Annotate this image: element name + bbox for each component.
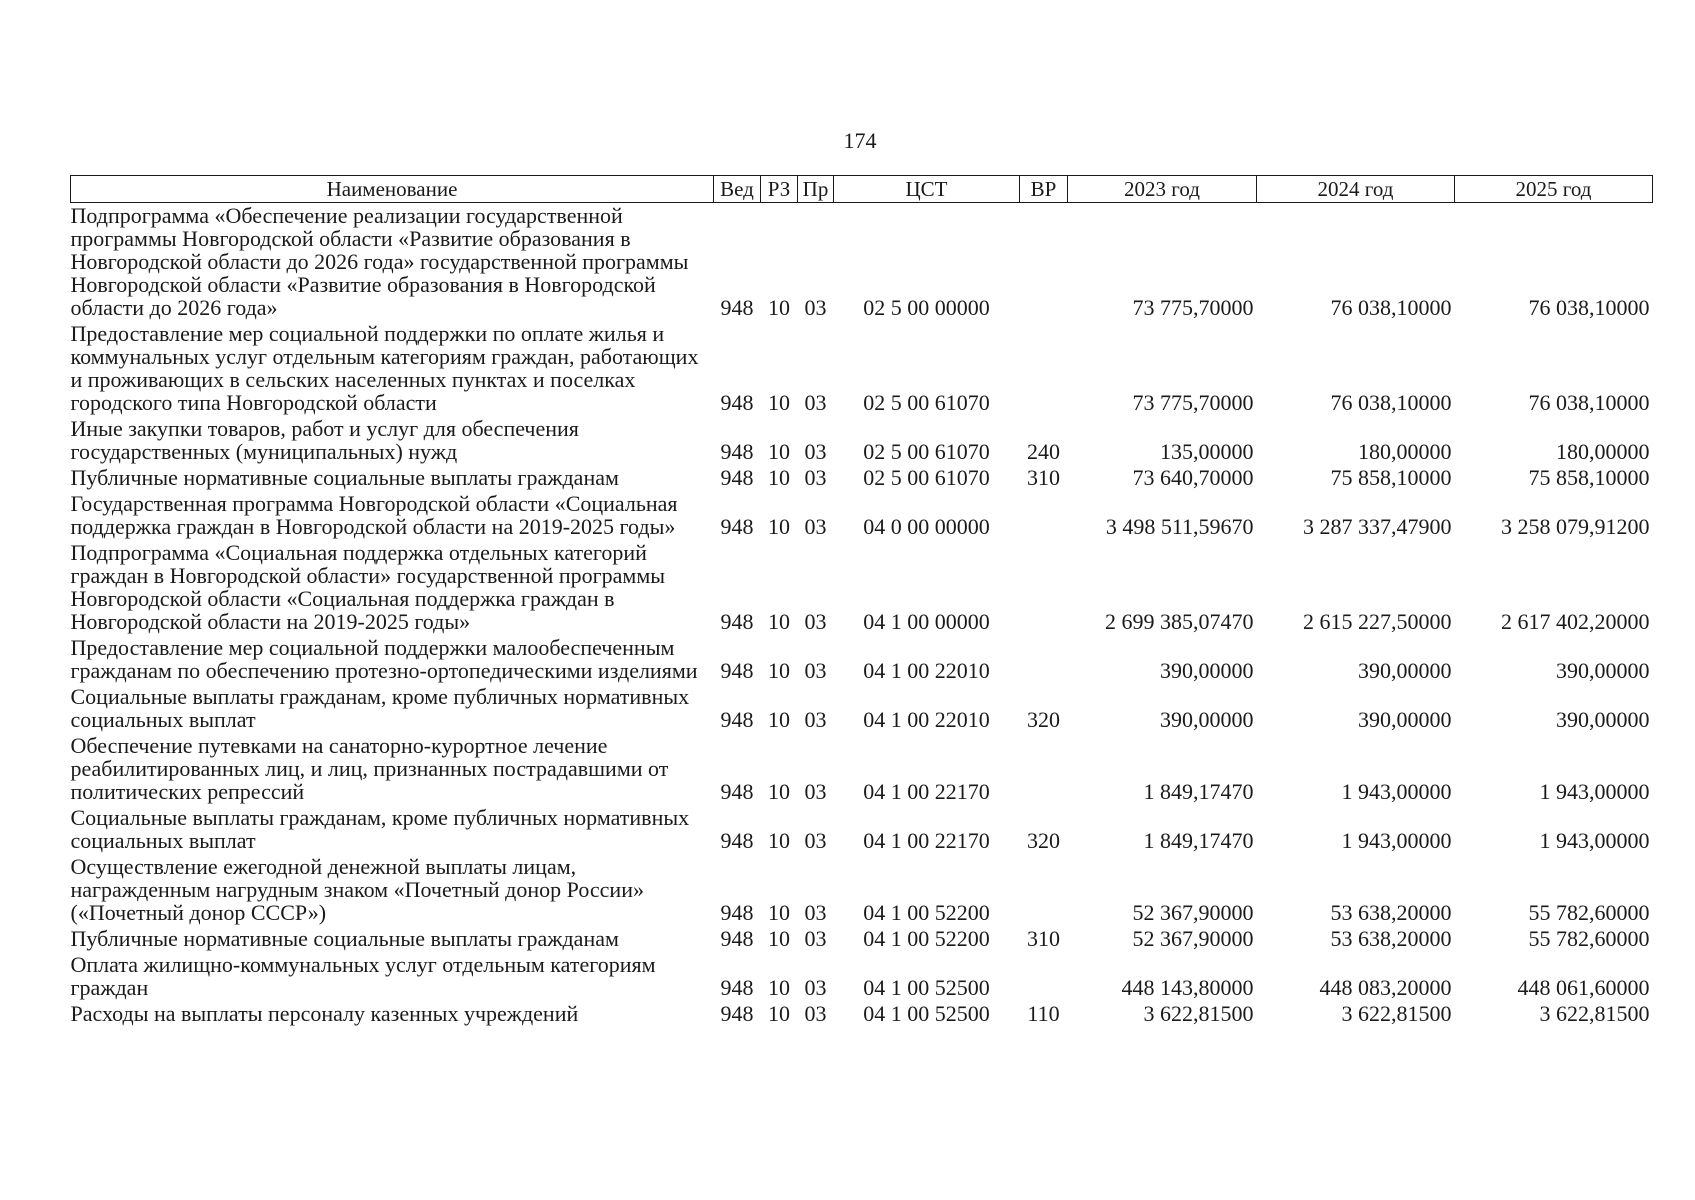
table-row (71, 491, 1653, 540)
row-ved: 948 (720, 658, 754, 683)
table-header-row (71, 176, 1653, 203)
table-row (71, 854, 1653, 926)
row-pr: 03 (804, 439, 827, 464)
header-cst: ЦСТ (834, 176, 1020, 203)
row-2024: 1 943,00000 (1341, 828, 1452, 853)
row-2025: 55 782,60000 (1528, 926, 1650, 951)
row-2023: 52 367,90000 (1132, 900, 1254, 925)
row-vr: 310 (1027, 465, 1060, 490)
row-2024: 3 622,81500 (1341, 1001, 1452, 1026)
row-rz: 10 (768, 658, 790, 683)
row-2023: 390,00000 (1160, 707, 1254, 732)
row-pr: 03 (804, 900, 827, 925)
row-rz: 10 (768, 828, 790, 853)
table-row (71, 926, 1653, 952)
row-2023: 1 849,17470 (1143, 828, 1254, 853)
row-vr (1020, 203, 1068, 322)
row-name: Государственная программа Новгородской области «Социальная поддержка граждан в Новгородской области на 2019-2025 годы» (70, 491, 678, 539)
row-vr: 110 (1027, 1001, 1060, 1026)
row-vr (1020, 635, 1068, 684)
row-2024: 3 287 337,47900 (1303, 514, 1452, 539)
row-2024: 390,00000 (1358, 658, 1452, 683)
row-rz: 10 (768, 707, 790, 732)
row-cst: 04 1 00 22010 (863, 707, 990, 732)
row-ved: 948 (720, 926, 754, 951)
row-ved: 948 (720, 514, 754, 539)
row-2024: 76 038,10000 (1330, 295, 1452, 320)
budget-table (70, 175, 1653, 1027)
row-pr: 03 (804, 975, 827, 1000)
row-pr: 03 (804, 926, 827, 951)
row-2023: 390,00000 (1160, 658, 1254, 683)
header-2025: 2025 год (1455, 176, 1653, 203)
table-row (71, 635, 1653, 684)
row-rz: 10 (768, 779, 790, 804)
table-row (71, 952, 1653, 1001)
row-2023: 448 143,80000 (1121, 975, 1254, 1000)
row-2024: 75 858,10000 (1330, 465, 1452, 490)
table-row (71, 805, 1653, 854)
row-2023: 3 622,81500 (1143, 1001, 1254, 1026)
row-name: Обеспечение путевками на санаторно-курортное лечение реабилитированных лиц, и лиц, признанных пострадавшими от политических репрессий (70, 733, 669, 804)
row-ved: 948 (720, 900, 754, 925)
row-cst: 04 1 00 00000 (863, 609, 990, 634)
row-ved: 948 (720, 295, 754, 320)
row-cst: 04 1 00 52500 (863, 975, 990, 1000)
row-name: Предоставление мер социальной поддержки малообеспеченным гражданам по обеспечению протезно-ортопедическими изделиями (70, 635, 698, 683)
table-row (71, 203, 1653, 322)
row-rz: 10 (768, 609, 790, 634)
row-2023: 135,00000 (1160, 439, 1254, 464)
row-vr (1020, 540, 1068, 635)
table-row (71, 1001, 1653, 1027)
row-2024: 53 638,20000 (1330, 926, 1452, 951)
row-vr: 240 (1027, 439, 1060, 464)
row-name: Расходы на выплаты персоналу казенных учреждений (70, 1001, 579, 1026)
row-2025: 390,00000 (1556, 707, 1650, 732)
row-2023: 73 640,70000 (1132, 465, 1254, 490)
row-ved: 948 (720, 975, 754, 1000)
row-vr: 320 (1027, 707, 1060, 732)
row-ved: 948 (720, 779, 754, 804)
table-row (71, 465, 1653, 491)
row-vr (1020, 952, 1068, 1001)
row-name: Подпрограмма «Социальная поддержка отдельных категорий граждан в Новгородской области» государственной программы Новгородской области «Социальная поддержка граждан в Новгородской области на 2019-2025 годы» (70, 540, 666, 634)
row-2024: 448 083,20000 (1319, 975, 1452, 1000)
row-name: Социальные выплаты гражданам, кроме публичных нормативных социальных выплат (70, 805, 690, 853)
page-number: 174 (843, 128, 877, 153)
row-2024: 53 638,20000 (1330, 900, 1452, 925)
row-2025: 3 258 079,91200 (1501, 514, 1650, 539)
row-2025: 3 622,81500 (1539, 1001, 1650, 1026)
row-rz: 10 (768, 514, 790, 539)
header-ved: Вед (714, 176, 761, 203)
row-pr: 03 (804, 465, 827, 490)
row-2024: 76 038,10000 (1330, 390, 1452, 415)
header-name: Наименование (71, 176, 714, 203)
row-vr (1020, 321, 1068, 416)
row-vr (1020, 854, 1068, 926)
row-2025: 1 943,00000 (1539, 779, 1650, 804)
row-2025: 55 782,60000 (1528, 900, 1650, 925)
row-2025: 390,00000 (1556, 658, 1650, 683)
row-2024: 180,00000 (1358, 439, 1452, 464)
row-pr: 03 (804, 390, 827, 415)
row-2023: 73 775,70000 (1132, 295, 1254, 320)
row-pr: 03 (804, 828, 827, 853)
row-vr (1020, 733, 1068, 805)
row-2024: 390,00000 (1358, 707, 1452, 732)
table-row (71, 416, 1653, 465)
header-pr: Пр (798, 176, 834, 203)
row-rz: 10 (768, 975, 790, 1000)
row-2025: 180,00000 (1556, 439, 1650, 464)
row-pr: 03 (804, 707, 827, 732)
table-row (71, 684, 1653, 733)
row-cst: 02 5 00 61070 (863, 465, 990, 490)
row-name: Публичные нормативные социальные выплаты гражданам (70, 465, 619, 490)
row-name: Оплата жилищно-коммунальных услуг отдельным категориям граждан (70, 952, 656, 1000)
row-cst: 04 0 00 00000 (863, 514, 990, 539)
header-rz: РЗ (761, 176, 798, 203)
row-cst: 04 1 00 22170 (863, 779, 990, 804)
row-name: Иные закупки товаров, работ и услуг для обеспечения государственных (муниципальных) нужд (70, 416, 579, 464)
row-cst: 04 1 00 52200 (863, 926, 990, 951)
row-2023: 52 367,90000 (1132, 926, 1254, 951)
row-rz: 10 (768, 439, 790, 464)
row-pr: 03 (804, 295, 827, 320)
row-2025: 76 038,10000 (1528, 390, 1650, 415)
row-ved: 948 (720, 439, 754, 464)
row-name: Осуществление ежегодной денежной выплаты лицам, награжденным нагрудным знаком «Почетный донор России» («Почетный донор СССР») (70, 854, 644, 925)
row-cst: 04 1 00 52500 (863, 1001, 990, 1026)
row-2023: 1 849,17470 (1143, 779, 1254, 804)
row-2025: 1 943,00000 (1539, 828, 1650, 853)
row-ved: 948 (720, 465, 754, 490)
row-pr: 03 (804, 658, 827, 683)
row-2024: 2 615 227,50000 (1303, 609, 1452, 634)
row-2025: 448 061,60000 (1517, 975, 1650, 1000)
row-vr (1020, 491, 1068, 540)
row-ved: 948 (720, 828, 754, 853)
row-pr: 03 (804, 514, 827, 539)
row-rz: 10 (768, 390, 790, 415)
row-cst: 04 1 00 22010 (863, 658, 990, 683)
row-rz: 10 (768, 1001, 790, 1026)
row-cst: 04 1 00 22170 (863, 828, 990, 853)
table-row (71, 321, 1653, 416)
row-ved: 948 (720, 390, 754, 415)
row-vr: 310 (1027, 926, 1060, 951)
row-2023: 3 498 511,59670 (1105, 514, 1254, 539)
row-cst: 04 1 00 52200 (863, 900, 990, 925)
row-rz: 10 (768, 295, 790, 320)
header-2024: 2024 год (1257, 176, 1455, 203)
table-row (71, 733, 1653, 805)
row-pr: 03 (804, 609, 827, 634)
row-vr: 320 (1027, 828, 1060, 853)
row-name: Подпрограмма «Обеспечение реализации государственной программы Новгородской области «Развитие образования в Новгородской области до 2026 года» государственной программы Новгородской области «Развитие образования в Новгородской области до 2026 года» (70, 203, 689, 320)
row-cst: 02 5 00 00000 (863, 295, 990, 320)
row-rz: 10 (768, 926, 790, 951)
table-row (71, 540, 1653, 635)
row-2023: 2 699 385,07470 (1105, 609, 1254, 634)
row-pr: 03 (804, 779, 827, 804)
row-rz: 10 (768, 900, 790, 925)
row-pr: 03 (804, 1001, 827, 1026)
row-2025: 76 038,10000 (1528, 295, 1650, 320)
row-ved: 948 (720, 1001, 754, 1026)
row-cst: 02 5 00 61070 (863, 390, 990, 415)
row-2025: 2 617 402,20000 (1501, 609, 1650, 634)
row-name: Предоставление мер социальной поддержки по оплате жилья и коммунальных услуг отдельным категориям граждан, работающих и проживающих в сельских населенных пунктах и поселках городского типа Новгородской области (70, 321, 699, 415)
row-name: Социальные выплаты гражданам, кроме публичных нормативных социальных выплат (70, 684, 690, 732)
row-ved: 948 (720, 707, 754, 732)
row-rz: 10 (768, 465, 790, 490)
row-2025: 75 858,10000 (1528, 465, 1650, 490)
row-2024: 1 943,00000 (1341, 779, 1452, 804)
header-vr: ВР (1020, 176, 1068, 203)
row-name: Публичные нормативные социальные выплаты гражданам (70, 926, 619, 951)
header-2023: 2023 год (1068, 176, 1257, 203)
row-cst: 02 5 00 61070 (863, 439, 990, 464)
row-ved: 948 (720, 609, 754, 634)
row-2023: 73 775,70000 (1132, 390, 1254, 415)
